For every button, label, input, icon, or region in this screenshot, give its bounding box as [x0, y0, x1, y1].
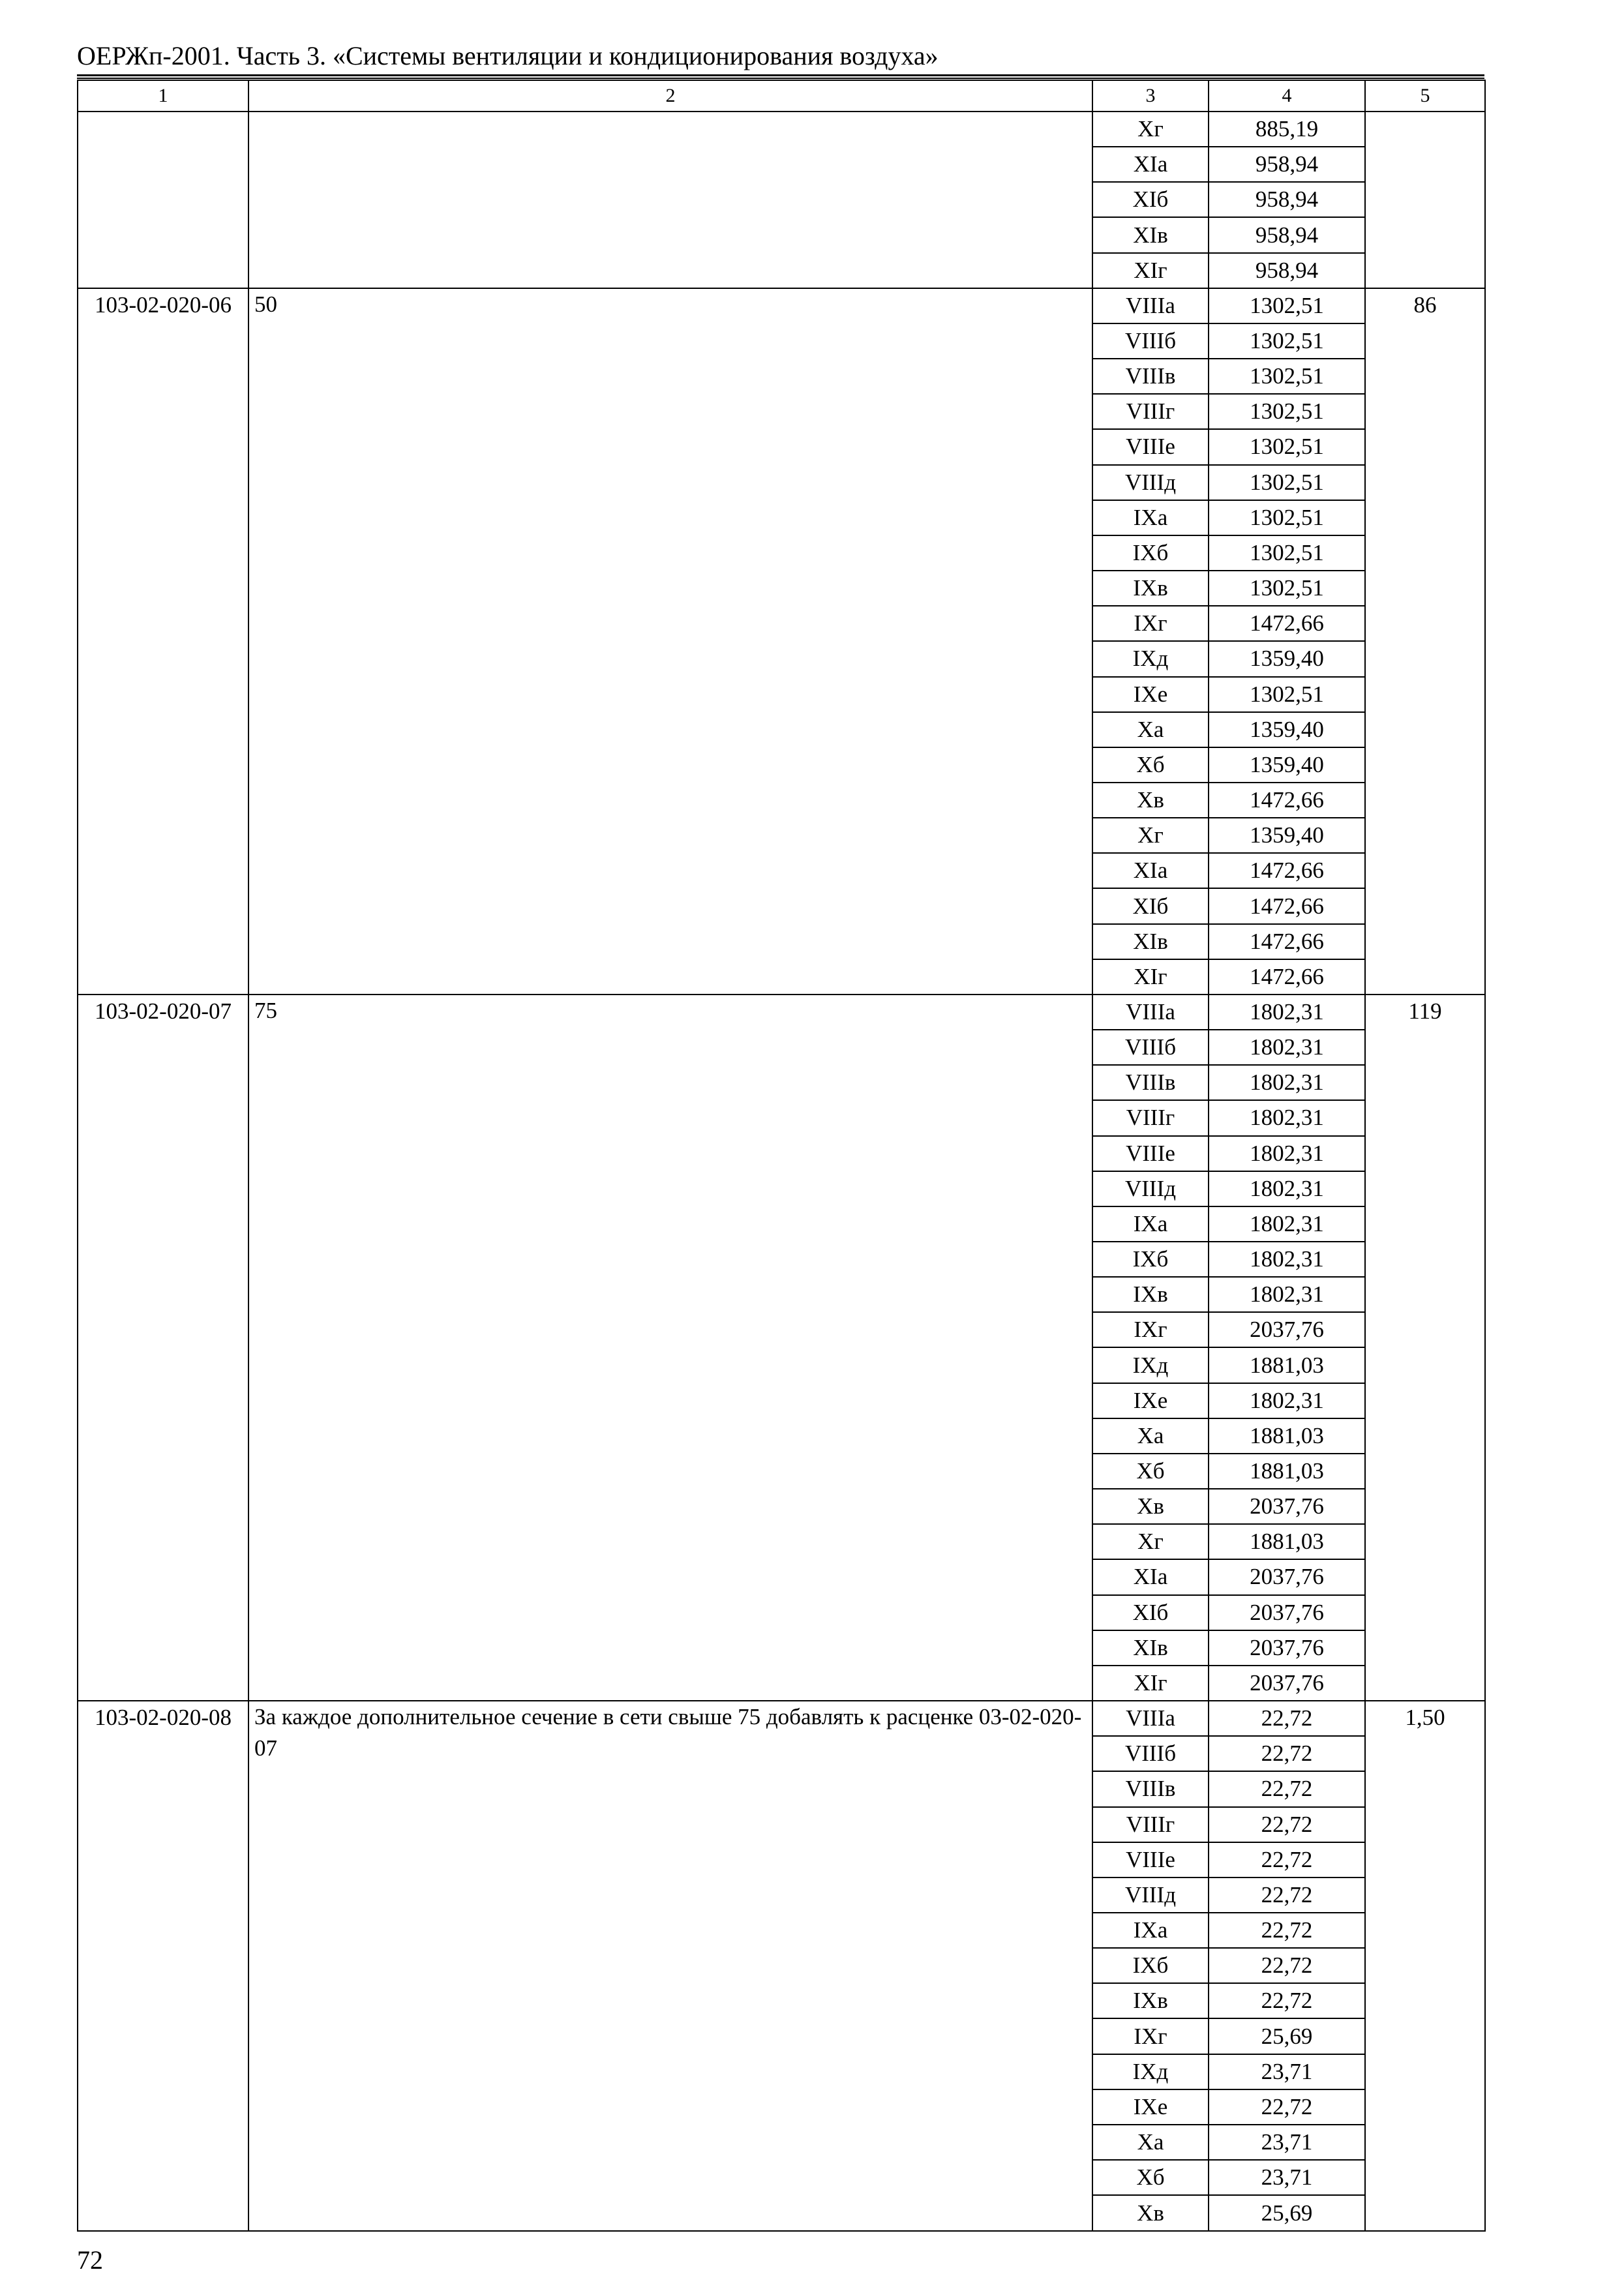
zone-cell: IXв — [1092, 1983, 1209, 2018]
price-cell: 1802,31 — [1209, 1206, 1365, 1242]
price-cell: 22,72 — [1209, 1736, 1365, 1771]
zone-cell: Xа — [1092, 712, 1209, 747]
zone-cell: IXе — [1092, 1383, 1209, 1418]
zone-cell: XIа — [1092, 853, 1209, 888]
header-rule-thin — [77, 78, 1484, 79]
price-cell: 1472,66 — [1209, 888, 1365, 923]
zone-cell: XIб — [1092, 1595, 1209, 1630]
zone-cell: IXб — [1092, 1948, 1209, 1983]
price-cell: 1881,03 — [1209, 1524, 1365, 1559]
price-cell: 22,72 — [1209, 1701, 1365, 1736]
column-header: 3 — [1092, 80, 1209, 112]
zone-cell: IXг — [1092, 606, 1209, 641]
zone-cell: VIIIа — [1092, 1701, 1209, 1736]
price-cell: 22,72 — [1209, 1807, 1365, 1842]
price-cell: 1802,31 — [1209, 1383, 1365, 1418]
unit-value-cell: 86 — [1365, 288, 1485, 995]
price-cell: 1802,31 — [1209, 995, 1365, 1030]
zone-cell: VIIIг — [1092, 394, 1209, 429]
zone-cell: XIа — [1092, 147, 1209, 182]
zone-cell: VIIIа — [1092, 288, 1209, 323]
price-cell: 1302,51 — [1209, 500, 1365, 535]
zone-cell: IXг — [1092, 2018, 1209, 2054]
zone-cell: XIб — [1092, 888, 1209, 923]
rate-description-cell — [248, 112, 1092, 288]
zone-cell: Xа — [1092, 1418, 1209, 1454]
price-cell: 1472,66 — [1209, 924, 1365, 959]
rate-description-cell: 75 — [248, 995, 1092, 1701]
table-row — [78, 995, 1485, 1030]
zone-cell: IXа — [1092, 1206, 1209, 1242]
zone-cell: IXб — [1092, 1242, 1209, 1277]
zone-cell: XIг — [1092, 253, 1209, 288]
page-number: 72 — [77, 2245, 103, 2275]
price-cell: 1802,31 — [1209, 1065, 1365, 1100]
table-row — [78, 288, 1485, 323]
price-cell: 885,19 — [1209, 112, 1365, 147]
zone-cell: XIб — [1092, 182, 1209, 217]
price-cell: 1359,40 — [1209, 818, 1365, 853]
zone-cell: Xв — [1092, 1489, 1209, 1524]
price-cell: 958,94 — [1209, 182, 1365, 217]
price-cell: 1302,51 — [1209, 677, 1365, 712]
price-cell: 25,69 — [1209, 2018, 1365, 2054]
zone-cell: Xв — [1092, 783, 1209, 818]
price-cell: 1302,51 — [1209, 394, 1365, 429]
price-cell: 1802,31 — [1209, 1136, 1365, 1171]
zone-cell: IXа — [1092, 500, 1209, 535]
zone-cell: VIIIд — [1092, 1171, 1209, 1206]
rates-table — [77, 80, 1486, 2232]
price-cell: 1359,40 — [1209, 641, 1365, 676]
price-cell: 22,72 — [1209, 1983, 1365, 2018]
price-cell: 958,94 — [1209, 217, 1365, 252]
price-cell: 1302,51 — [1209, 323, 1365, 359]
zone-cell: VIIIб — [1092, 323, 1209, 359]
price-cell: 22,72 — [1209, 1878, 1365, 1913]
price-cell: 1472,66 — [1209, 853, 1365, 888]
price-cell: 1472,66 — [1209, 959, 1365, 995]
table-row — [78, 1701, 1485, 1736]
price-cell: 1302,51 — [1209, 429, 1365, 464]
price-cell: 958,94 — [1209, 147, 1365, 182]
price-cell: 2037,76 — [1209, 1630, 1365, 1666]
table-body — [78, 112, 1485, 2231]
price-cell: 22,72 — [1209, 1771, 1365, 1806]
column-header: 4 — [1209, 80, 1365, 112]
price-cell: 2037,76 — [1209, 1666, 1365, 1701]
zone-cell: IXд — [1092, 641, 1209, 676]
unit-value-cell: 119 — [1365, 995, 1485, 1701]
zone-cell: VIIIб — [1092, 1736, 1209, 1771]
zone-cell: XIг — [1092, 959, 1209, 995]
zone-cell: Xг — [1092, 1524, 1209, 1559]
price-cell: 1302,51 — [1209, 288, 1365, 323]
zone-cell: XIв — [1092, 924, 1209, 959]
zone-cell: VIIIб — [1092, 1030, 1209, 1065]
rate-description-cell: За каждое дополнительное сечение в сети свыше 75 добавлять к расценке 03-02-020-07 — [248, 1701, 1092, 2231]
zone-cell: IXб — [1092, 535, 1209, 571]
zone-cell: XIв — [1092, 217, 1209, 252]
table-row — [78, 112, 1485, 147]
zone-cell: XIг — [1092, 1666, 1209, 1701]
rate-code-cell: 103-02-020-06 — [78, 288, 248, 995]
price-cell: 1802,31 — [1209, 1277, 1365, 1312]
price-cell: 1472,66 — [1209, 783, 1365, 818]
column-header: 2 — [248, 80, 1092, 112]
zone-cell: Xб — [1092, 747, 1209, 783]
zone-cell: IXе — [1092, 2089, 1209, 2125]
price-cell: 22,72 — [1209, 1913, 1365, 1948]
price-cell: 2037,76 — [1209, 1595, 1365, 1630]
zone-cell: Xг — [1092, 818, 1209, 853]
price-cell: 2037,76 — [1209, 1312, 1365, 1347]
zone-cell: Xв — [1092, 2195, 1209, 2231]
zone-cell: Xа — [1092, 2125, 1209, 2160]
price-cell: 1802,31 — [1209, 1100, 1365, 1135]
zone-cell: IXа — [1092, 1913, 1209, 1948]
price-cell: 1881,03 — [1209, 1347, 1365, 1383]
zone-cell: VIIIв — [1092, 1065, 1209, 1100]
zone-cell: IXв — [1092, 571, 1209, 606]
column-header: 5 — [1365, 80, 1485, 112]
zone-cell: VIIIд — [1092, 465, 1209, 500]
price-cell: 23,71 — [1209, 2054, 1365, 2089]
zone-cell: VIIIг — [1092, 1807, 1209, 1842]
price-cell: 1359,40 — [1209, 712, 1365, 747]
zone-cell: IXд — [1092, 1347, 1209, 1383]
price-cell: 2037,76 — [1209, 1559, 1365, 1594]
price-cell: 1302,51 — [1209, 359, 1365, 394]
price-cell: 1881,03 — [1209, 1418, 1365, 1454]
price-cell: 1302,51 — [1209, 571, 1365, 606]
unit-value-cell: 1,50 — [1365, 1701, 1485, 2231]
price-cell: 23,71 — [1209, 2160, 1365, 2195]
zone-cell: VIIIа — [1092, 995, 1209, 1030]
zone-cell: VIIIе — [1092, 1136, 1209, 1171]
column-header: 1 — [78, 80, 248, 112]
zone-cell: Xб — [1092, 2160, 1209, 2195]
zone-cell: XIв — [1092, 1630, 1209, 1666]
price-cell: 958,94 — [1209, 253, 1365, 288]
price-cell: 1302,51 — [1209, 535, 1365, 571]
price-cell: 1359,40 — [1209, 747, 1365, 783]
page-header-title: ОЕРЖп-2001. Часть 3. «Системы вентиляции и кондиционирования воздуха» — [77, 41, 939, 70]
zone-cell: IXд — [1092, 2054, 1209, 2089]
price-cell: 23,71 — [1209, 2125, 1365, 2160]
rate-description-cell: 50 — [248, 288, 1092, 995]
price-cell: 1802,31 — [1209, 1030, 1365, 1065]
price-cell: 1802,31 — [1209, 1242, 1365, 1277]
rate-code-cell: 103-02-020-08 — [78, 1701, 248, 2231]
zone-cell: VIIIе — [1092, 1842, 1209, 1878]
zone-cell: VIIIв — [1092, 359, 1209, 394]
price-cell: 22,72 — [1209, 1948, 1365, 1983]
price-cell: 1472,66 — [1209, 606, 1365, 641]
zone-cell: VIIIв — [1092, 1771, 1209, 1806]
table-header-row — [78, 80, 1485, 112]
rate-code-cell: 103-02-020-07 — [78, 995, 248, 1701]
zone-cell: Xг — [1092, 112, 1209, 147]
zone-cell: IXе — [1092, 677, 1209, 712]
rate-code-cell — [78, 112, 248, 288]
unit-value-cell — [1365, 112, 1485, 288]
zone-cell: Xб — [1092, 1454, 1209, 1489]
zone-cell: VIIIе — [1092, 429, 1209, 464]
zone-cell: IXв — [1092, 1277, 1209, 1312]
price-cell: 2037,76 — [1209, 1489, 1365, 1524]
zone-cell: VIIIг — [1092, 1100, 1209, 1135]
price-cell: 22,72 — [1209, 1842, 1365, 1878]
zone-cell: XIа — [1092, 1559, 1209, 1594]
price-cell: 22,72 — [1209, 2089, 1365, 2125]
price-cell: 1881,03 — [1209, 1454, 1365, 1489]
zone-cell: IXг — [1092, 1312, 1209, 1347]
price-cell: 1802,31 — [1209, 1171, 1365, 1206]
zone-cell: VIIIд — [1092, 1878, 1209, 1913]
header-rule — [77, 74, 1484, 76]
price-cell: 1302,51 — [1209, 465, 1365, 500]
price-cell: 25,69 — [1209, 2195, 1365, 2231]
